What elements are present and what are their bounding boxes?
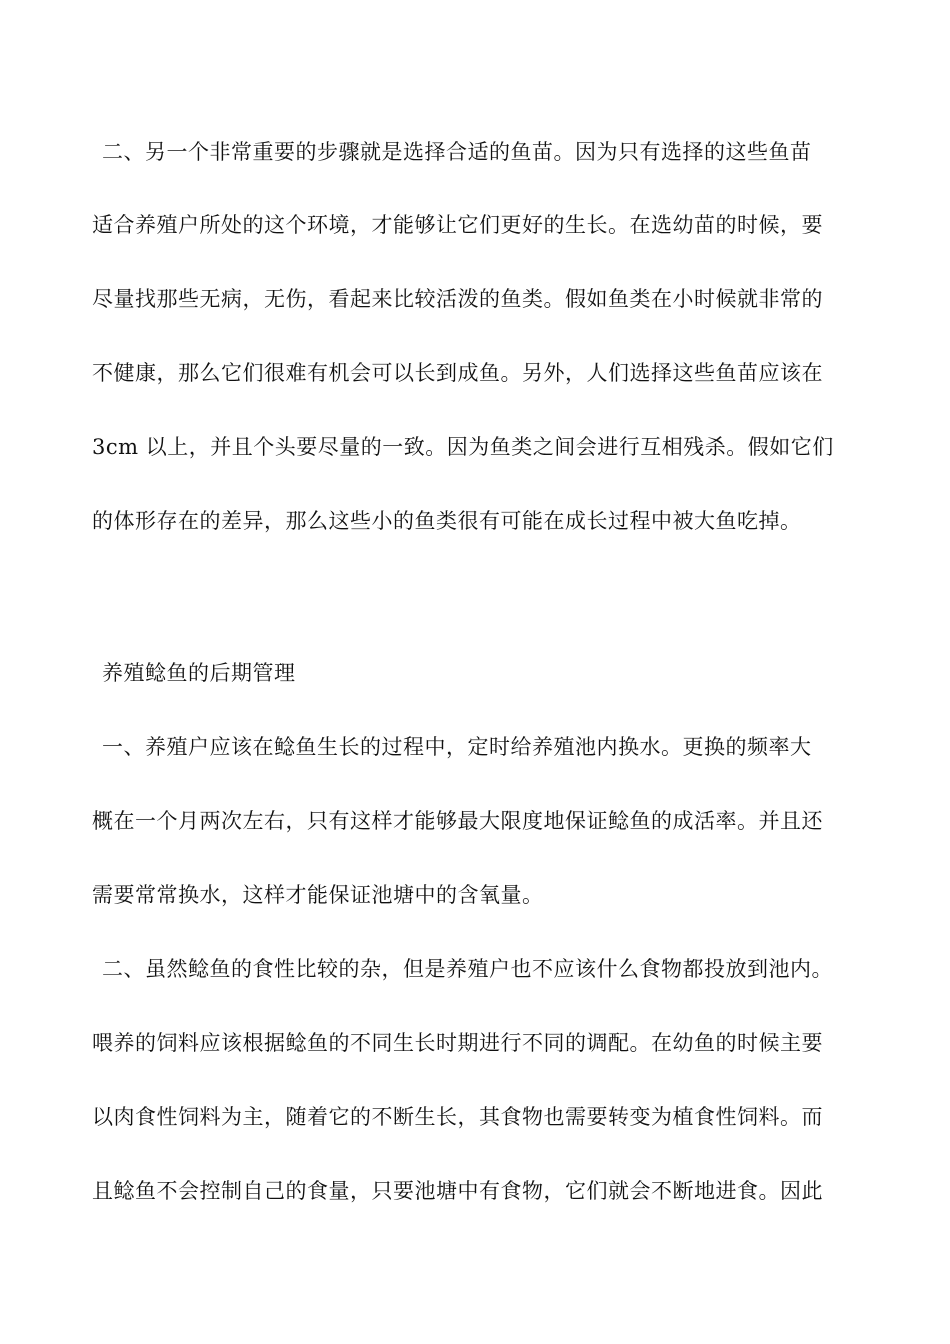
paragraph-2-line-1: 一、养殖户应该在鲶鱼生长的过程中，定时给养殖池内换水。更换的频率大 [102, 735, 812, 759]
paragraph-3-line-3: 以肉食性饲料为主，随着它的不断生长，其食物也需要转变为植食性饲料。而 [92, 1105, 823, 1129]
paragraph-1-line-4: 不健康，那么它们很难有机会可以长到成鱼。另外，人们选择这些鱼苗应该在 [92, 361, 823, 385]
paragraph-1-line-5: 3cm 以上，并且个头要尽量的一致。因为鱼类之间会进行互相残杀。假如它们 [92, 435, 834, 459]
section-heading: 养殖鲶鱼的后期管理 [102, 661, 296, 685]
paragraph-3-line-1: 二、虽然鲶鱼的食性比较的杂，但是养殖户也不应该什么食物都投放到池内。 [102, 957, 833, 981]
paragraph-1-line-6: 的体形存在的差异，那么这些小的鱼类很有可能在成长过程中被大鱼吃掉。 [92, 509, 802, 533]
paragraph-2-line-3: 需要常常换水，这样才能保证池塘中的含氧量。 [92, 883, 544, 907]
paragraph-2-line-2: 概在一个月两次左右，只有这样才能够最大限度地保证鲶鱼的成活率。并且还 [92, 809, 823, 833]
paragraph-1-line-2: 适合养殖户所处的这个环境，才能够让它们更好的生长。在选幼苗的时候，要 [92, 213, 823, 237]
paragraph-1-line-3: 尽量找那些无病，无伤，看起来比较活泼的鱼类。假如鱼类在小时候就非常的 [92, 287, 823, 311]
paragraph-1-line-1: 二、另一个非常重要的步骤就是选择合适的鱼苗。因为只有选择的这些鱼苗 [102, 140, 812, 164]
paragraph-3-line-4: 且鲶鱼不会控制自己的食量，只要池塘中有食物，它们就会不断地进食。因此 [92, 1179, 823, 1203]
paragraph-3-line-2: 喂养的饲料应该根据鲶鱼的不同生长时期进行不同的调配。在幼鱼的时候主要 [92, 1031, 823, 1055]
